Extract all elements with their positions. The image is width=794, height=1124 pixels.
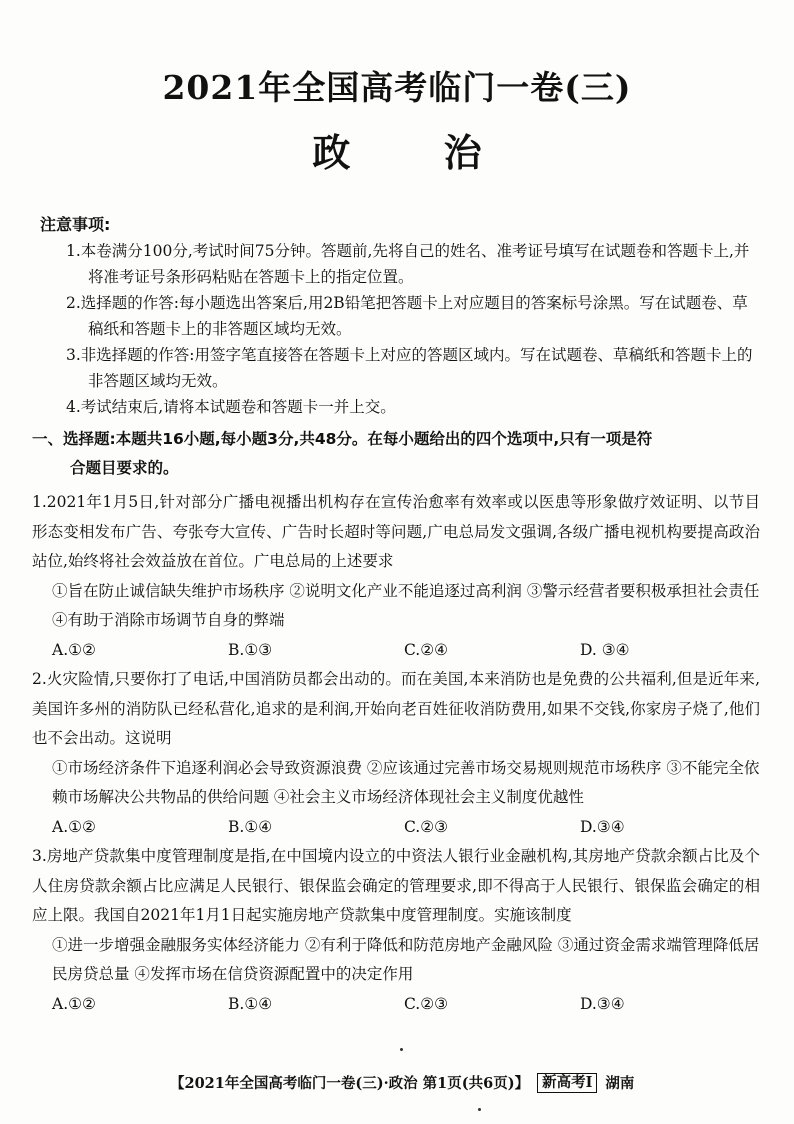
option-d: D.③④: [580, 817, 625, 836]
notice-item: 2.选择题的作答:每小题选出答案后,用2B铅笔把答题卡上对应题目的答案标号涂黑。写在试题卷、草稿纸和答题卡上的非答题区域均无效。: [66, 294, 748, 338]
question-stem: 2.火灾险情,只要你打了电话,中国消防员都会出动的。而在美国,本来消防也是免费的公共福利,但是近年来,美国许多州的消防队已经私营化,追求的是利润,开始向老百姓征收消防费用,如果不交钱,你家房子烧了,他们也不会出动。这说明: [32, 670, 760, 747]
question-statements: ①市场经济条件下追逐利润必会导致资源浪费 ②应该通过完善市场交易规则规范市场秩序 ③不能完全依赖市场解决公共物品的供给问题 ④社会主义市场经济体现社会主义制度优越性: [52, 758, 760, 806]
notice-item: 4.考试结束后,请将本试题卷和答题卡一并上交。: [66, 398, 396, 416]
question-statements: ①旨在防止诚信缺失维护市场秩序 ②说明文化产业不能追逐过高利润 ③警示经营者要积极承担社会责任 ④有助于消除市场调节自身的弊端: [52, 581, 760, 629]
notice-item: 1.本卷满分100分,考试时间75分钟。答题前,先将自己的姓名、准考证号填写在试题卷和答题卡上,并将准考证号条形码粘贴在答题卡上的指定位置。: [66, 242, 750, 286]
notice-section: [40, 212, 760, 420]
notice-item: 3.非选择题的作答:用签字笔直接答在答题卡上对应的答题区域内。写在试题卷、草稿纸和答题卡上的非答题区域均无效。: [66, 346, 753, 390]
edition-badge: 新高考Ⅰ: [537, 1073, 597, 1093]
option-c: C.②③: [404, 817, 449, 836]
section-heading-line: 一、选择题:本题共16小题,每小题3分,共48分。在每小题给出的四个选项中,只有一项是符: [32, 430, 653, 448]
scan-speck: [478, 1108, 481, 1111]
section-heading: [32, 425, 762, 483]
option-d: D.③④: [580, 994, 625, 1013]
question-2: [32, 665, 760, 842]
question-list: [32, 488, 760, 1019]
section-heading-line: 合题目要求的。: [70, 459, 179, 477]
subject-title: 政 治: [312, 130, 522, 175]
option-d: D. ③④: [580, 640, 630, 659]
footer-region: 湖南: [605, 1075, 635, 1092]
question-1: [32, 488, 760, 665]
option-c: C.②④: [404, 640, 449, 659]
option-a: A.①②: [52, 640, 96, 659]
footer-text: 【2021年全国高考临门一卷(三)·政治 第1页(共6页)】: [170, 1075, 530, 1092]
question-stem: 3.房地产贷款集中度管理制度是指,在中国境内设立的中资法人银行业金融机构,其房地产贷款余额占比及个人住房贷款余额占比应满足人民银行、银保监会确定的管理要求,即不得高于人民银行、银保监会确定的相应上限。我国自2021年1月1日起实施房地产贷款集中度管理制度。实施该制度: [32, 847, 760, 924]
option-b: B.①④: [228, 817, 273, 836]
option-c: C.②③: [404, 994, 449, 1013]
page-footer: [170, 1072, 770, 1093]
question-3: [32, 842, 760, 1019]
answer-options: [32, 813, 760, 843]
question-stem: 1.2021年1月5日,针对部分广播电视播出机构存在宣传治愈率有效率或以医患等形象做疗效证明、以节目形态变相发布广告、夸张夸大宣传、广告时长超时等问题,广电总局发文强调,各级广播电视机构要提高政治站位,始终将社会效益放在首位。广电总局的上述要求: [32, 493, 760, 570]
notice-heading: 注意事项:: [40, 215, 111, 234]
option-b: B.①③: [228, 640, 273, 659]
question-statements: ①进一步增强金融服务实体经济能力 ②有利于降低和防范房地产金融风险 ③通过资金需求端管理降低居民房贷总量 ④发挥市场在信贷资源配置中的决定作用: [52, 935, 760, 983]
answer-options: [32, 990, 760, 1020]
scan-speck: [400, 1048, 403, 1051]
option-a: A.①②: [52, 817, 96, 836]
option-a: A.①②: [52, 994, 96, 1013]
option-b: B.①④: [228, 994, 273, 1013]
answer-options: [32, 636, 760, 666]
exam-title: 2021年全国高考临门一卷(三): [162, 68, 632, 107]
